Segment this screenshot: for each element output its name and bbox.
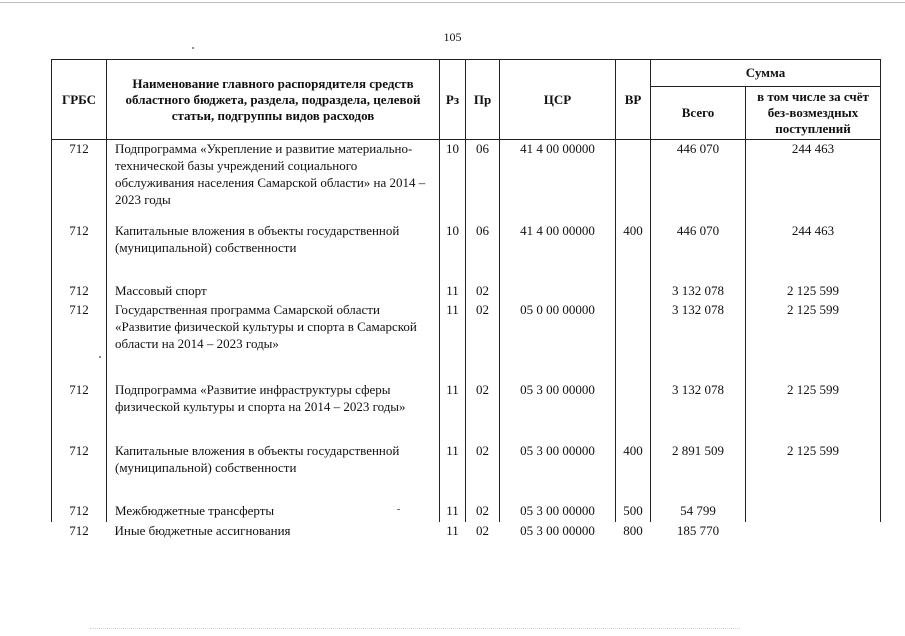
cell-name: Государственная программа Самарской области «Развитие физической культуры и спорта в Самарской области на 2014 – 2023 годы» [107, 301, 440, 381]
cell-csr: 05 3 00 00000 [520, 522, 595, 538]
cell-vr: 800 [623, 522, 643, 538]
cell-incl: 2 125 599 [746, 442, 881, 502]
cell-incl: 2 125 599 [746, 381, 881, 442]
cell-pr: 02 [466, 442, 500, 502]
cell-incl: 244 463 [746, 140, 881, 222]
cell-vr [616, 301, 651, 381]
cell-rz: 11 [440, 381, 466, 442]
table-row [52, 502, 881, 522]
cell-incl [746, 522, 881, 542]
cell-name: Иные бюджетные ассигнования [114, 522, 291, 538]
cell-csr: 05 0 00 00000 [500, 301, 616, 381]
cell-csr: 41 4 00 00000 [500, 222, 616, 282]
table-row [52, 301, 881, 381]
header-pr: Пр [466, 60, 500, 140]
cell-rz: 11 [440, 301, 466, 381]
cell-rz: 10 [440, 222, 466, 282]
cell-pr: 06 [466, 222, 500, 282]
header-csr: ЦСР [500, 60, 616, 140]
cell-grbs: 712 [52, 282, 107, 301]
cell-pr: 02 [466, 502, 500, 522]
cell-csr: 05 3 00 00000 [500, 442, 616, 502]
cell-name: Подпрограмма «Развитие инфраструктуры сферы физической культуры и спорта на 2014 – 2023 годы» [107, 381, 440, 442]
cell-total: 446 070 [651, 140, 746, 222]
cell-grbs: 712 [52, 222, 107, 282]
header-vr: ВР [616, 60, 651, 140]
cell-vr: 400 [616, 222, 651, 282]
cell-vr [616, 282, 651, 301]
cell-rz: 11 [440, 442, 466, 502]
scan-speck [192, 47, 194, 49]
scan-bottom-marks [90, 628, 740, 630]
header-sum: Сумма [651, 60, 881, 87]
cell-pr: 02 [466, 282, 500, 301]
table-row [52, 140, 881, 222]
cell-csr: 05 3 00 00000 [500, 502, 616, 522]
cell-incl: 2 125 599 [746, 301, 881, 381]
cell-incl: 2 125 599 [746, 282, 881, 301]
top-rule [0, 2, 905, 3]
cell-total: 54 799 [651, 502, 746, 522]
page-number: 105 [443, 30, 462, 44]
cell-grbs: 712 [69, 522, 89, 538]
cell-incl [746, 502, 881, 522]
cell-rz: 11 [440, 502, 466, 522]
cell-rz: 10 [440, 140, 466, 222]
cell-grbs: 712 [52, 502, 107, 522]
cell-pr: 02 [466, 381, 500, 442]
table-row [52, 522, 881, 542]
cell-total: 446 070 [651, 222, 746, 282]
cell-csr: 05 3 00 00000 [500, 381, 616, 442]
cell-total: 3 132 078 [651, 282, 746, 301]
cell-incl: 244 463 [746, 222, 881, 282]
cell-pr: 02 [476, 522, 489, 538]
cell-total: 3 132 078 [651, 301, 746, 381]
header-rz: Рз [440, 60, 466, 140]
cell-grbs: 712 [52, 301, 107, 381]
cell-grbs: 712 [52, 140, 107, 222]
cell-vr [616, 381, 651, 442]
cell-pr: 06 [466, 140, 500, 222]
table-row [52, 222, 881, 282]
cell-name: Капитальные вложения в объекты государственной (муниципальной) собственности [107, 222, 440, 282]
cell-csr [500, 282, 616, 301]
cell-pr: 02 [466, 301, 500, 381]
header-grbs: ГРБС [52, 60, 107, 140]
cell-name: Массовый спорт [107, 282, 440, 301]
budget-table [51, 59, 881, 542]
table-row [52, 442, 881, 502]
cell-vr: 400 [616, 442, 651, 502]
cell-name: Межбюджетные трансферты [107, 502, 440, 522]
header-incl: в том числе за счёт без-возмездных поступлений [746, 87, 881, 140]
cell-name: Капитальные вложения в объекты государственной (муниципальной) собственности [107, 442, 440, 502]
cell-csr: 41 4 00 00000 [500, 140, 616, 222]
cell-total: 2 891 509 [651, 442, 746, 502]
cell-vr: 500 [616, 502, 651, 522]
cell-grbs: 712 [52, 381, 107, 442]
header-total: Всего [651, 87, 746, 140]
cell-grbs: 712 [52, 442, 107, 502]
table-row [52, 381, 881, 442]
cell-total: 3 132 078 [651, 381, 746, 442]
cell-rz: 11 [446, 522, 459, 538]
header-name: Наименование главного распорядителя средств областного бюджета, раздела, подраздела, целевой статьи, подгруппы видов расходов [107, 60, 440, 140]
cell-name: Подпрограмма «Укрепление и развитие материально-технической базы учреждений социального обслуживания населения Самарской области» на 2014 – 2023 годы [107, 140, 440, 222]
table-row [52, 282, 881, 301]
cell-vr [616, 140, 651, 222]
cell-rz: 11 [440, 282, 466, 301]
cell-total: 185 770 [676, 522, 720, 538]
